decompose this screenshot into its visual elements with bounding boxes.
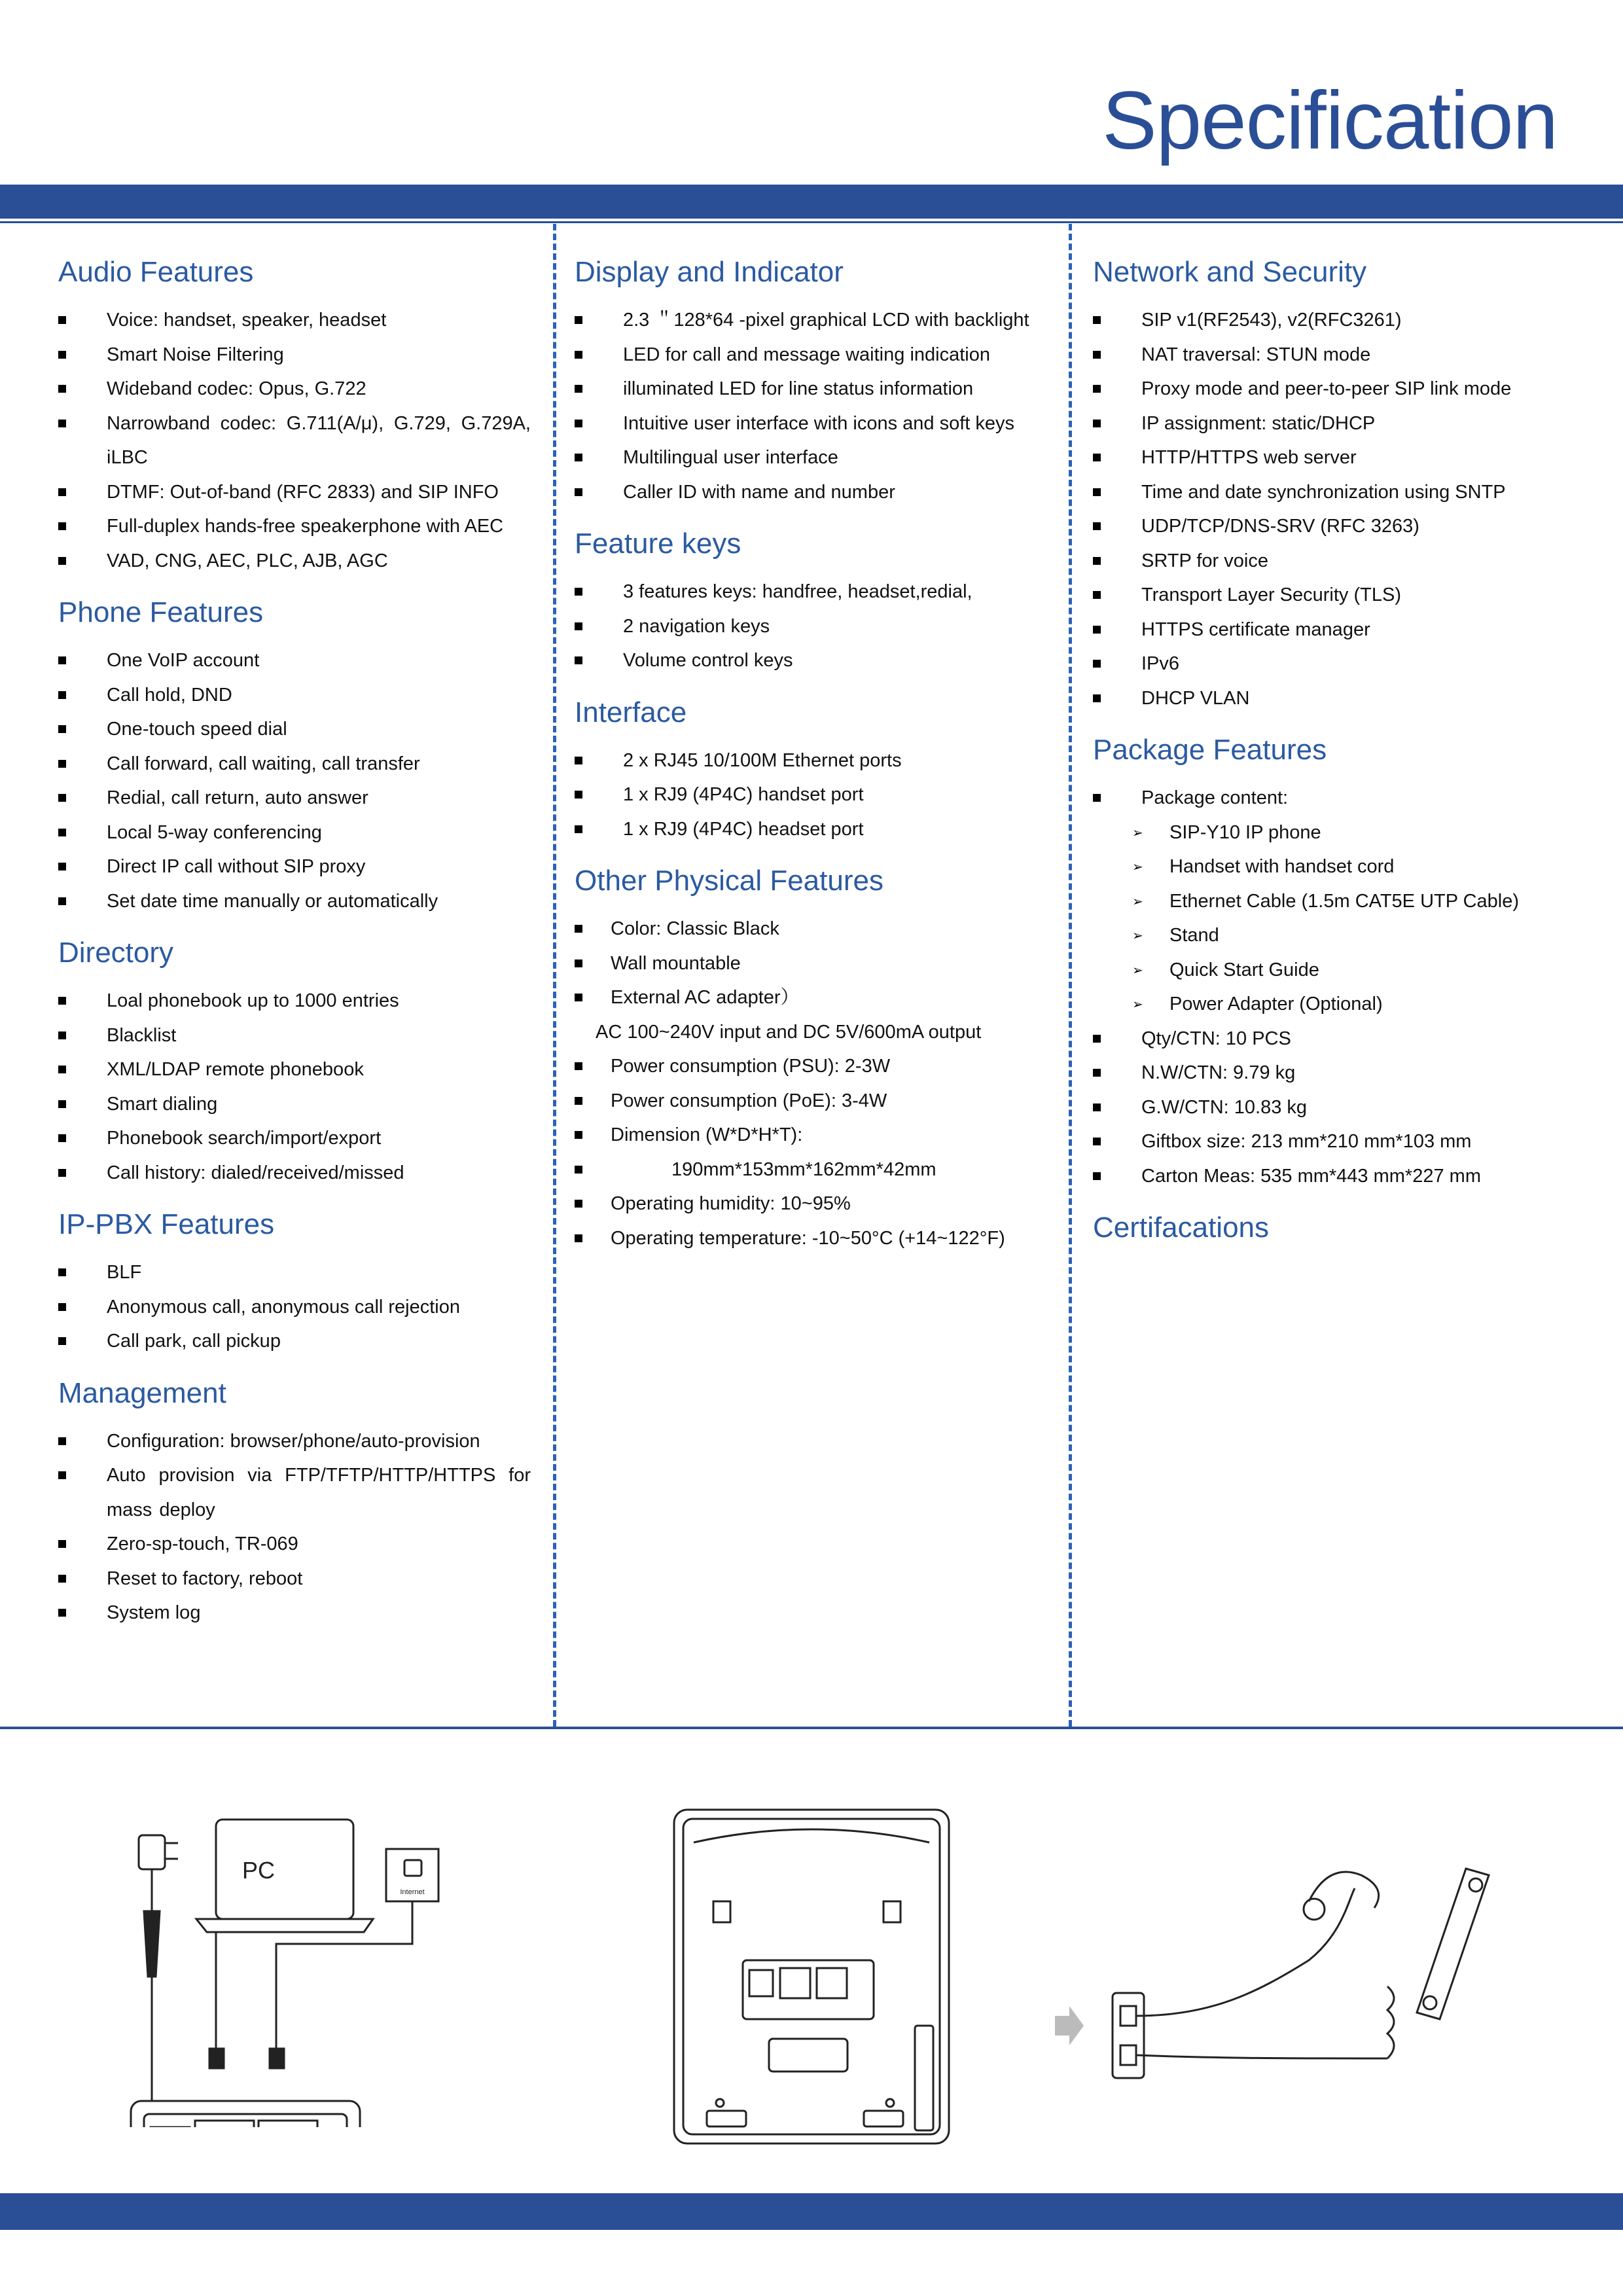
page-title: Specification [1102, 75, 1558, 166]
section-title: IP-PBX Features [58, 1208, 275, 1240]
feature-item: AC 100~240V input and DC 5V/600mA output [596, 1021, 982, 1043]
headset-icon [1309, 1872, 1379, 1908]
feature-item: Carton Meas: 535 mm*443 mm*227 mm [1093, 1159, 1565, 1194]
feature-list [575, 303, 1042, 509]
feature-item: SIP v1(RF2543), v2(RFC3261) [1093, 303, 1565, 338]
feature-item: 190mm*153mm*162mm*42mm [575, 1153, 1042, 1187]
header-band [0, 185, 1623, 219]
feature-item: DTMF: Out-of-band (RFC 2833) and SIP INFO [58, 475, 531, 510]
feature-item: 3 features keys: handfree, headset,redial, [575, 575, 1042, 609]
section-title: Interface [575, 696, 687, 728]
section-title: Other Physical Features [575, 865, 883, 897]
section-title: Audio Features [58, 256, 254, 288]
arrow-right-icon [1055, 2006, 1084, 2045]
section-title: Display and Indicator [575, 256, 844, 288]
laptop-icon [216, 1820, 353, 1919]
feature-item: SRTP for voice [1093, 544, 1565, 579]
feature-item: ➢ Quick Start Guide [1093, 953, 1565, 988]
feature-item: Phonebook search/import/export [58, 1121, 531, 1156]
feature-item: Wall mountable [575, 946, 1042, 981]
feature-list [58, 303, 531, 578]
feature-item: Smart Noise Filtering [58, 338, 531, 372]
feature-item: Narrowband codec: G.711(A/μ), G.729, G.729A, iLBC [58, 406, 531, 475]
feature-item: IP assignment: static/DHCP [1093, 406, 1565, 441]
feature-list [575, 912, 1042, 1255]
feature-item: 2.3 ＂128*64 -pixel graphical LCD with backlight [575, 303, 1042, 338]
feature-item: NAT traversal: STUN mode [1093, 338, 1565, 372]
feature-item: ➢ SIP-Y10 IP phone [1093, 816, 1565, 850]
feature-item: Zero-sp-touch, TR-069 [58, 1527, 531, 1562]
section-title: Management [58, 1376, 226, 1409]
feature-item: Call forward, call waiting, call transfer [58, 747, 531, 781]
header-rule [0, 221, 1623, 223]
feature-item: Anonymous call, anonymous call rejection [58, 1290, 531, 1325]
feature-item: illuminated LED for line status information [575, 372, 1042, 406]
section-title: Network and Security [1093, 256, 1367, 288]
feature-item: VAD, CNG, AEC, PLC, AJB, AGC [58, 544, 531, 579]
feature-item: Call hold, DND [58, 678, 531, 713]
feature-item: XML/LDAP remote phonebook [58, 1052, 531, 1087]
feature-item: UDP/TCP/DNS-SRV (RFC 3263) [1093, 509, 1565, 544]
feature-item: IPv6 [1093, 647, 1565, 681]
feature-item: N.W/CTN: 9.79 kg [1093, 1056, 1565, 1090]
spec-section [58, 1204, 531, 1359]
feature-item: 2 x RJ45 10/100M Ethernet ports [575, 744, 1042, 778]
section-title: Phone Features [58, 596, 264, 628]
spec-section [58, 1373, 531, 1630]
spec-section [575, 252, 1042, 509]
feature-item: Power consumption (PoE): 3-4W [575, 1084, 1042, 1119]
spec-column-1 [58, 252, 531, 1645]
feature-item: 1 x RJ9 (4P4C) headset port [575, 812, 1042, 847]
spec-section [575, 524, 1042, 678]
feature-item: Intuitive user interface with icons and soft keys [575, 406, 1042, 441]
spec-section [58, 252, 531, 578]
feature-list [58, 1424, 531, 1630]
feature-item: G.W/CTN: 10.83 kg [1093, 1090, 1565, 1125]
feature-item: Call history: dialed/received/missed [58, 1156, 531, 1191]
spec-column-3 [1093, 252, 1565, 1263]
feature-item: Package content: [1093, 781, 1565, 816]
spec-column-2 [575, 252, 1042, 1270]
feature-item: Dimension (W*D*H*T): [575, 1118, 1042, 1153]
feature-item: System log [58, 1596, 531, 1630]
feature-item: Operating humidity: 10~95% [575, 1187, 1042, 1221]
feature-item: Giftbox size: 213 mm*210 mm*103 mm [1093, 1124, 1565, 1159]
feature-item: Reset to factory, reboot [58, 1562, 531, 1596]
feature-item: 2 navigation keys [575, 609, 1042, 644]
feature-item: Caller ID with name and number [575, 475, 1042, 510]
feature-item: Volume control keys [575, 643, 1042, 678]
feature-item: Loal phonebook up to 1000 entries [58, 984, 531, 1018]
feature-item: Configuration: browser/phone/auto-provision [58, 1424, 531, 1459]
feature-item: LED for call and message waiting indication [575, 338, 1042, 372]
feature-item: Multilingual user interface [575, 440, 1042, 475]
feature-list [575, 744, 1042, 847]
feature-item: Power consumption (PSU): 2-3W [575, 1049, 1042, 1084]
feature-item: One-touch speed dial [58, 712, 531, 747]
feature-item: Set date time manually or automatically [58, 884, 531, 919]
feature-item: HTTPS certificate manager [1093, 613, 1565, 647]
feature-item: Operating temperature: -10~50°C (+14~122°F) [575, 1221, 1042, 1256]
section-title: Directory [58, 937, 174, 969]
feature-item: 1 x RJ9 (4P4C) handset port [575, 778, 1042, 812]
feature-list [58, 984, 531, 1190]
column-divider-2 [1069, 224, 1072, 1727]
feature-item: Full-duplex hands-free speakerphone with AEC [58, 509, 531, 544]
feature-item: HTTP/HTTPS web server [1093, 440, 1565, 475]
feature-list [1093, 303, 1565, 715]
spec-section [575, 861, 1042, 1255]
feature-item: Wideband codec: Opus, G.722 [58, 372, 531, 406]
column-divider-1 [553, 224, 556, 1727]
feature-item: ➢ Ethernet Cable (1.5m CAT5E UTP Cable) [1093, 884, 1565, 919]
spec-section [58, 933, 531, 1190]
section-title: Feature keys [575, 528, 741, 560]
feature-list [58, 1255, 531, 1359]
feature-list [58, 643, 531, 918]
feature-item: Call park, call pickup [58, 1324, 531, 1359]
spec-section [1093, 1208, 1565, 1248]
spec-section [58, 592, 531, 918]
feature-item: ➢ Power Adapter (Optional) [1093, 987, 1565, 1022]
feature-item: Blacklist [58, 1018, 531, 1053]
feature-item: Qty/CTN: 10 PCS [1093, 1022, 1565, 1056]
feature-item: Time and date synchronization using SNTP [1093, 475, 1565, 510]
feature-item: Redial, call return, auto answer [58, 781, 531, 816]
spec-section [1093, 730, 1565, 1193]
feature-item: Proxy mode and peer-to-peer SIP link mode [1093, 372, 1565, 406]
power-adapter-icon [139, 1835, 165, 1869]
feature-list [575, 575, 1042, 678]
feature-item: BLF [58, 1255, 531, 1290]
spec-section [575, 692, 1042, 847]
feature-item: Direct IP call without SIP proxy [58, 850, 531, 884]
feature-item: One VoIP account [58, 643, 531, 678]
section-title: Package Features [1093, 734, 1327, 766]
feature-list [1093, 781, 1565, 1193]
feature-item: Smart dialing [58, 1087, 531, 1122]
pc-connection-diagram [124, 1813, 517, 2127]
feature-item: Voice: handset, speaker, headset [58, 303, 531, 338]
feature-item: External AC adapter） [575, 980, 1042, 1015]
internet-label: Internet [400, 1888, 425, 1896]
handset-headset-diagram [1047, 1862, 1505, 2137]
pc-label: PC [241, 1857, 276, 1884]
feature-item: ➢ Stand [1093, 918, 1565, 953]
headset-cord [1136, 1888, 1355, 2016]
phone-back-view [668, 1803, 955, 2150]
feature-item: Transport Layer Security (TLS) [1093, 578, 1565, 613]
feature-item: DHCP VLAN [1093, 681, 1565, 716]
feature-item: Auto provision via FTP/TFTP/HTTP/HTTPS for mass deploy [58, 1458, 531, 1527]
feature-item: ➢ Handset with handset cord [1093, 850, 1565, 884]
feature-item: Color: Classic Black [575, 912, 1042, 946]
footer-band [0, 2193, 1623, 2230]
feature-item: Local 5-way conferencing [58, 816, 531, 850]
spec-section [1093, 252, 1565, 715]
section-title: Certifacations [1093, 1211, 1270, 1244]
section-rule [0, 1727, 1623, 1729]
